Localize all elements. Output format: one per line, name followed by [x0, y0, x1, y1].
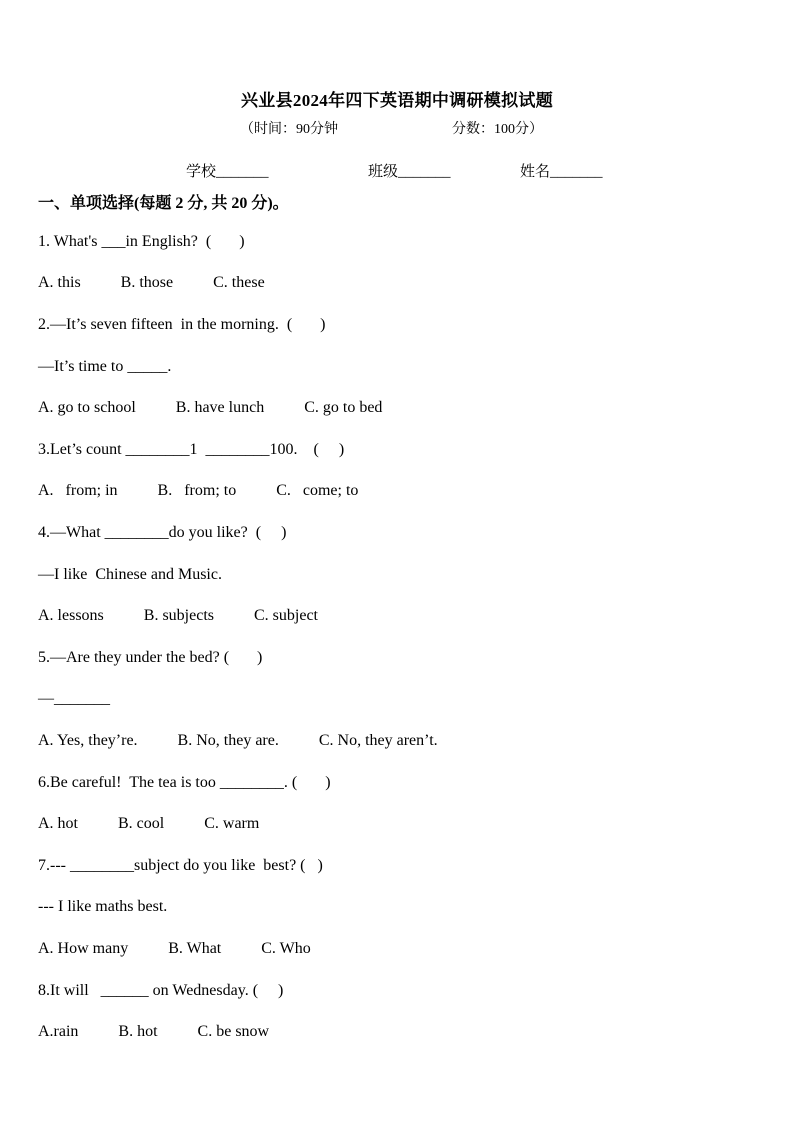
- question-4-options: A. lessons B. subjects C. subject: [38, 607, 318, 624]
- question-4: 4.—What ________do you like? ( ): [38, 524, 287, 541]
- question-4-response: —I like Chinese and Music.: [38, 566, 222, 583]
- question-7-response: --- I like maths best.: [38, 898, 168, 915]
- class-field: 班级_______: [368, 164, 451, 180]
- question-3: 3.Let’s count ________1 ________100. ( ): [38, 441, 345, 458]
- question-5: 5.—Are they under the bed? ( ): [38, 649, 263, 666]
- question-1-options: A. this B. those C. these: [38, 274, 265, 291]
- exam-time: （时间：90分钟: [240, 122, 338, 137]
- question-8-options: A.rain B. hot C. be snow: [38, 1023, 270, 1040]
- question-8: 8.It will ______ on Wednesday. ( ): [38, 982, 284, 999]
- name-field: 姓名_______: [520, 164, 603, 180]
- section-heading: 一、单项选择(每题 2 分, 共 20 分)。: [38, 195, 289, 212]
- question-7: 7.--- ________subject do you like best? ( ): [38, 857, 323, 874]
- question-2: 2.—It’s seven fifteen in the morning. ( ): [38, 316, 326, 333]
- question-6-options: A. hot B. cool C. warm: [38, 815, 260, 832]
- question-2-response: —It’s time to _____.: [38, 358, 172, 375]
- question-3-options: A. from; in B. from; to C. come; to: [38, 482, 359, 499]
- question-2-options: A. go to school B. have lunch C. go to bed: [38, 399, 383, 416]
- question-5-response: —_______: [38, 690, 110, 707]
- question-6: 6.Be careful! The tea is too ________. ( ): [38, 774, 331, 791]
- question-5-options: A. Yes, they’re. B. No, they are. C. No, they aren’t.: [38, 732, 438, 749]
- exam-title: 兴业县2024年四下英语期中调研模拟试题: [241, 91, 553, 110]
- question-7-options: A. How many B. What C. Who: [38, 940, 311, 957]
- school-field: 学校_______: [186, 164, 269, 180]
- exam-score: 分数：100分）: [452, 122, 543, 137]
- question-1: 1. What's ___in English? ( ): [38, 233, 245, 250]
